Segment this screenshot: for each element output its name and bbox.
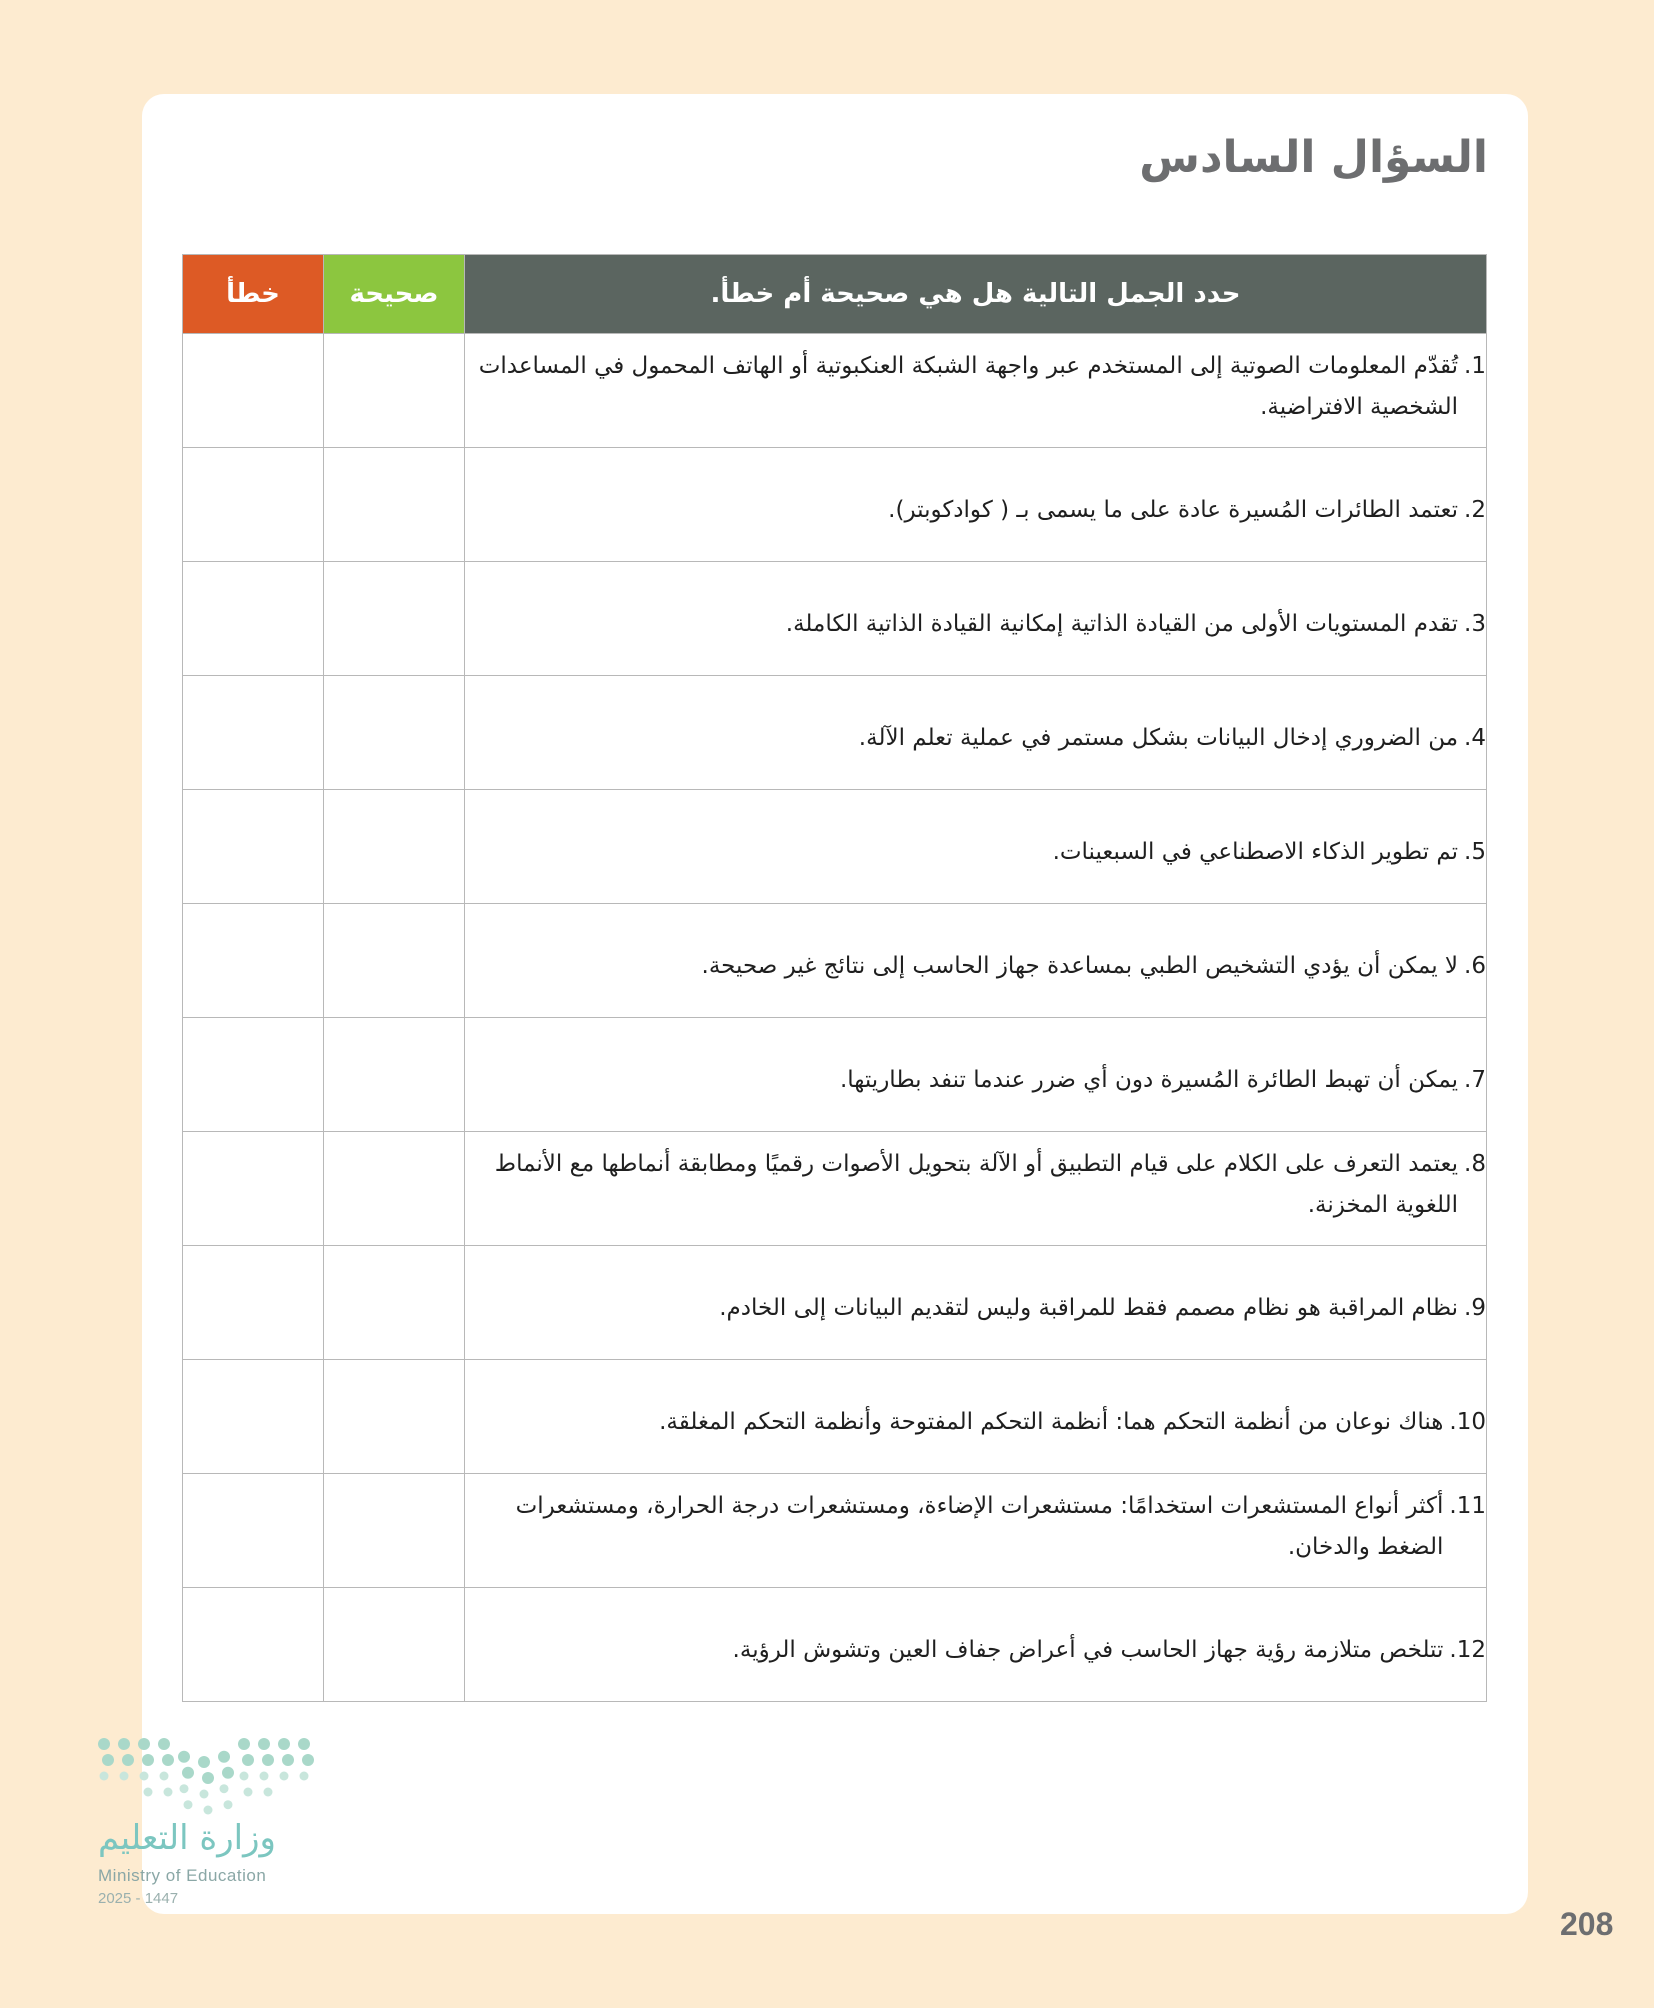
statement bbox=[465, 1288, 1486, 1329]
statement bbox=[465, 604, 1486, 645]
statement-cell bbox=[465, 334, 1487, 448]
table-row bbox=[183, 790, 1487, 904]
statement-number: 11. bbox=[1449, 1493, 1486, 1519]
answer-correct-cell[interactable] bbox=[324, 334, 465, 448]
statement bbox=[465, 1144, 1486, 1226]
logo-dot bbox=[280, 1772, 289, 1781]
worksheet-card bbox=[142, 94, 1528, 1914]
logo-dot bbox=[238, 1738, 250, 1750]
logo-dot bbox=[180, 1784, 189, 1793]
statement-number: 4. bbox=[1464, 725, 1486, 751]
logo-dot bbox=[300, 1772, 309, 1781]
statement-cell bbox=[465, 1132, 1487, 1246]
statement-number: 2. bbox=[1464, 497, 1486, 523]
answer-correct-cell[interactable] bbox=[324, 1360, 465, 1474]
statement-number: 1. bbox=[1464, 353, 1486, 379]
logo-dot bbox=[218, 1751, 230, 1763]
statement bbox=[465, 1630, 1486, 1671]
table-header-row bbox=[183, 255, 1487, 334]
logo-dot bbox=[260, 1772, 269, 1781]
table-row bbox=[183, 1132, 1487, 1246]
statement-cell bbox=[465, 676, 1487, 790]
answer-correct-cell[interactable] bbox=[324, 790, 465, 904]
logo-dot bbox=[298, 1738, 310, 1750]
logo-dot bbox=[164, 1788, 173, 1797]
table-row bbox=[183, 904, 1487, 1018]
header-wrong: خطأ bbox=[183, 255, 324, 334]
table-row bbox=[183, 562, 1487, 676]
statement-text: تتلخص متلازمة رؤية جهاز الحاسب في أعراض جفاف العين وتشوش الرؤية. bbox=[732, 1637, 1444, 1663]
logo-dot bbox=[118, 1738, 130, 1750]
logo-dot bbox=[244, 1788, 253, 1797]
logo-dot bbox=[144, 1788, 153, 1797]
statement-text: أكثر أنواع المستشعرات استخدامًا: مستشعرات الإضاءة، ومستشعرات درجة الحرارة، ومستشعرات الضغط والدخان. bbox=[515, 1493, 1444, 1560]
statement-text: يعتمد التعرف على الكلام على قيام التطبيق أو الآلة بتحويل الأصوات رقميًا ومطابقة أنماطها مع الأنماط اللغوية المخزنة. bbox=[494, 1151, 1459, 1218]
logo-dot bbox=[138, 1738, 150, 1750]
answer-correct-cell[interactable] bbox=[324, 676, 465, 790]
statement-text: لا يمكن أن يؤدي التشخيص الطبي بمساعدة جهاز الحاسب إلى نتائج غير صحيحة. bbox=[701, 953, 1459, 979]
logo-dot bbox=[264, 1788, 273, 1797]
header-correct: صحيحة bbox=[324, 255, 465, 334]
logo-dot bbox=[204, 1806, 213, 1815]
statement-cell bbox=[465, 448, 1487, 562]
answer-wrong-cell[interactable] bbox=[183, 1360, 324, 1474]
answer-correct-cell[interactable] bbox=[324, 1474, 465, 1588]
table-row bbox=[183, 1360, 1487, 1474]
table-row bbox=[183, 1474, 1487, 1588]
answer-correct-cell[interactable] bbox=[324, 448, 465, 562]
statement-text: هناك نوعان من أنظمة التحكم هما: أنظمة التحكم المفتوحة وأنظمة التحكم المغلقة. bbox=[659, 1409, 1444, 1435]
statement-number: 9. bbox=[1464, 1295, 1486, 1321]
statement bbox=[465, 490, 1486, 531]
logo-dot bbox=[202, 1772, 214, 1784]
statement-number: 10. bbox=[1449, 1409, 1486, 1435]
statement-text: تقدم المستويات الأولى من القيادة الذاتية إمكانية القيادة الذاتية الكاملة. bbox=[785, 611, 1459, 637]
statement bbox=[465, 832, 1486, 873]
logo-dot bbox=[162, 1754, 174, 1766]
statement-number: 12. bbox=[1449, 1637, 1486, 1663]
statement bbox=[465, 1402, 1486, 1443]
statement bbox=[465, 946, 1486, 987]
statement bbox=[465, 1486, 1486, 1568]
logo-dot bbox=[262, 1754, 274, 1766]
table-row bbox=[183, 676, 1487, 790]
answer-correct-cell[interactable] bbox=[324, 562, 465, 676]
logo-dot bbox=[120, 1772, 129, 1781]
answer-correct-cell[interactable] bbox=[324, 1018, 465, 1132]
table-row bbox=[183, 1588, 1487, 1702]
statement-number: 7. bbox=[1464, 1067, 1486, 1093]
logo-dot bbox=[142, 1754, 154, 1766]
logo-dot bbox=[258, 1738, 270, 1750]
statement-cell bbox=[465, 1474, 1487, 1588]
answer-wrong-cell[interactable] bbox=[183, 1474, 324, 1588]
answer-wrong-cell[interactable] bbox=[183, 448, 324, 562]
table-body bbox=[183, 334, 1487, 1702]
table-row bbox=[183, 334, 1487, 448]
statement-cell bbox=[465, 1588, 1487, 1702]
logo-dot bbox=[242, 1754, 254, 1766]
true-false-table bbox=[182, 254, 1487, 1702]
statement-text: نظام المراقبة هو نظام مصمم فقط للمراقبة وليس لتقديم البيانات إلى الخادم. bbox=[719, 1295, 1459, 1321]
logo-dot bbox=[100, 1772, 109, 1781]
header-statement: حدد الجمل التالية هل هي صحيحة أم خطأ. bbox=[465, 255, 1487, 334]
ministry-name-arabic: وزارة التعليم bbox=[98, 1818, 276, 1858]
logo-dot bbox=[184, 1800, 193, 1809]
ministry-name-english: Ministry of Education bbox=[98, 1866, 267, 1885]
logo-dot bbox=[224, 1800, 233, 1809]
ministry-year: 2025 - 1447 bbox=[98, 1890, 179, 1907]
logo-dot bbox=[240, 1772, 249, 1781]
answer-wrong-cell[interactable] bbox=[183, 904, 324, 1018]
table-row bbox=[183, 448, 1487, 562]
statement-text: تم تطوير الذكاء الاصطناعي في السبعينات. bbox=[1052, 839, 1459, 865]
statement-text: يمكن أن تهبط الطائرة المُسيرة دون أي ضرر عندما تنفد بطاريتها. bbox=[839, 1067, 1459, 1093]
logo-dot bbox=[302, 1754, 314, 1766]
logo-dot bbox=[182, 1767, 194, 1779]
logo-dot bbox=[102, 1754, 114, 1766]
logo-dot bbox=[220, 1784, 229, 1793]
statement-text: تُقدّم المعلومات الصوتية إلى المستخدم عبر واجهة الشبكة العنكبوتية أو الهاتف المحمول في المساعدات الشخصية الافتراضية. bbox=[478, 353, 1459, 420]
answer-wrong-cell[interactable] bbox=[183, 1588, 324, 1702]
statement-cell bbox=[465, 1246, 1487, 1360]
statement-number: 6. bbox=[1464, 953, 1486, 979]
answer-correct-cell[interactable] bbox=[324, 1246, 465, 1360]
statement bbox=[465, 346, 1486, 428]
answer-wrong-cell[interactable] bbox=[183, 1132, 324, 1246]
question-title: السؤال السادس bbox=[1139, 132, 1488, 183]
statement-cell bbox=[465, 562, 1487, 676]
statement-cell bbox=[465, 1360, 1487, 1474]
logo-dot bbox=[278, 1738, 290, 1750]
answer-correct-cell[interactable] bbox=[324, 1588, 465, 1702]
answer-correct-cell[interactable] bbox=[324, 1132, 465, 1246]
answer-wrong-cell[interactable] bbox=[183, 676, 324, 790]
answer-wrong-cell[interactable] bbox=[183, 1246, 324, 1360]
logo-dot bbox=[178, 1751, 190, 1763]
logo-dot bbox=[282, 1754, 294, 1766]
answer-wrong-cell[interactable] bbox=[183, 790, 324, 904]
statement-number: 5. bbox=[1464, 839, 1486, 865]
answer-wrong-cell[interactable] bbox=[183, 1018, 324, 1132]
statement-cell bbox=[465, 904, 1487, 1018]
answer-correct-cell[interactable] bbox=[324, 904, 465, 1018]
table-row bbox=[183, 1246, 1487, 1360]
logo-dot bbox=[222, 1767, 234, 1779]
statement bbox=[465, 718, 1486, 759]
logo-dot bbox=[140, 1772, 149, 1781]
logo-dot bbox=[98, 1738, 110, 1750]
page-number: 208 bbox=[1560, 1906, 1614, 1942]
logo-dot bbox=[158, 1738, 170, 1750]
answer-wrong-cell[interactable] bbox=[183, 334, 324, 448]
statement bbox=[465, 1060, 1486, 1101]
statement-number: 8. bbox=[1464, 1151, 1486, 1177]
statement-text: تعتمد الطائرات المُسيرة عادة على ما يسمى بـ ( كوادكوبتر). bbox=[888, 497, 1459, 523]
logo-dot bbox=[122, 1754, 134, 1766]
answer-wrong-cell[interactable] bbox=[183, 562, 324, 676]
table-row bbox=[183, 1018, 1487, 1132]
logo-dot bbox=[198, 1756, 210, 1768]
statement-number: 3. bbox=[1464, 611, 1486, 637]
statement-cell bbox=[465, 790, 1487, 904]
statement-text: من الضروري إدخال البيانات بشكل مستمر في عملية تعلم الآلة. bbox=[858, 725, 1459, 751]
statement-cell bbox=[465, 1018, 1487, 1132]
logo-dot bbox=[200, 1790, 209, 1799]
logo-dot bbox=[160, 1772, 169, 1781]
